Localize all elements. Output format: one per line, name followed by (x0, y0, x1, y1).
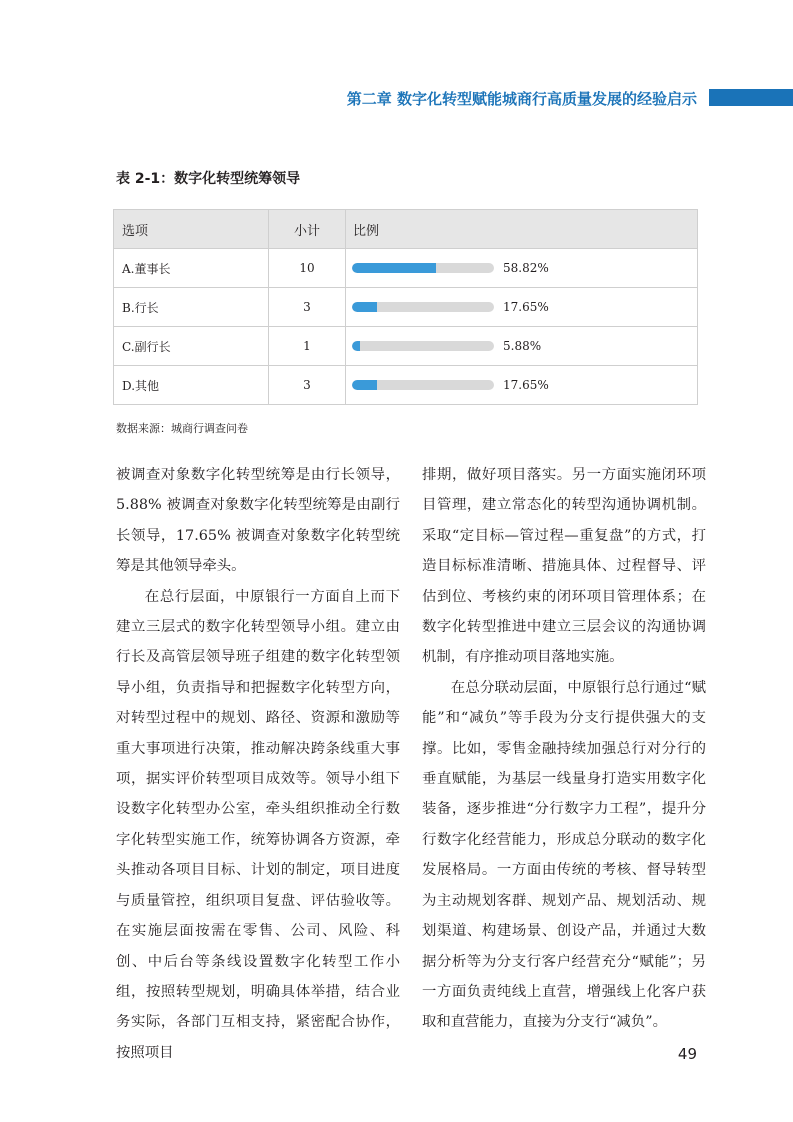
row-count: 10 (269, 249, 346, 288)
row-count: 3 (269, 288, 346, 327)
paragraph: 被调查对象数字化转型统筹是由行长领导，5.88% 被调查对象数字化转型统筹是由副行长领导，17.65% 被调查对象数字化转型统筹是其他领导牵头。 (116, 467, 400, 575)
paragraph: 在总行层面，中原银行一方面自上而下建立三层式的数字化转型领导小组。建立由行长及高管层领导班子组建的数字化转型领导小组，负责指导和把握数字化转型方向，对转型过程中的规划、路径、资源和激励等重大事项进行决策，推动解决跨条线重大事项，据实评价转型项目成效等。领导小组下设数字化转型办公室，牵头组织推动全行数字化转型实施工作，统筹协调各方资源，牵头推动各项目目标、计划的制定，项目进度与质量管控，组织项目复盘、评估验收等。在实施层面按需在零售、公司、风险、科创、中后台等条线设置数字化转型工作小组，按照转型规划，明确具体举措，结合业务实际，各部门互相支持，紧密配合协作，按照项目 (116, 588, 400, 1061)
data-source-note: 数据来源：城商行调查问卷 (116, 422, 248, 435)
page-number: 49 (677, 1045, 697, 1063)
header-ratio: 比例 (346, 210, 698, 249)
table-caption: 表 2-1：数字化转型统筹领导 (116, 171, 301, 187)
header-count: 小计 (269, 210, 346, 249)
row-option: C.副行长 (114, 327, 269, 366)
row-option: B.行长 (114, 288, 269, 327)
row-option: A.董事长 (114, 249, 269, 288)
table-row (114, 288, 698, 327)
ratio-bar-fill (352, 302, 377, 312)
paragraph: 排期，做好项目落实。另一方面实施闭环项目管理，建立常态化的转型沟通协调机制。采取“定目标—管过程—重复盘”的方式，打造目标标准清晰、措施具体、过程督导、评估到位、考核约束的闭环项目管理体系；在数字化转型推进中建立三层会议的沟通协调机制，有序推动项目落地实施。 (422, 467, 706, 666)
ratio-bar-track (352, 302, 494, 312)
row-ratio (346, 366, 698, 405)
row-ratio (346, 249, 698, 288)
table-header-row (114, 210, 698, 249)
ratio-bar-track (352, 341, 494, 351)
chapter-accent-bar (709, 89, 793, 106)
row-ratio (346, 327, 698, 366)
chapter-title: 第二章 数字化转型赋能城商行高质量发展的经验启示 (346, 90, 697, 108)
paragraph: 在总分联动层面，中原银行总行通过“赋能”和“减负”等手段为分支行提供强大的支撑。比如，零售金融持续加强总行对分行的垂直赋能，为基层一线量身打造实用数字化装备，逐步推进“分行数字力工程”，提升分行数字化经营能力，形成总分联动的数字化发展格局。一方面由传统的考核、督导转型为主动规划客群、规划产品、规划活动、规划渠道、构建场景、创设产品，并通过大数据分析等为分支行客户经营充分“赋能”；另一方面负责纯线上直营，增强线上化客户获取和直营能力，直接为分支行“减负”。 (422, 679, 706, 1031)
ratio-label: 17.65% (503, 300, 549, 314)
table-row (114, 249, 698, 288)
header-option: 选项 (114, 210, 269, 249)
ratio-bar-fill (352, 341, 360, 351)
ratio-label: 58.82% (503, 261, 549, 275)
row-count: 1 (269, 327, 346, 366)
ratio-bar-fill (352, 380, 377, 390)
table-row (114, 327, 698, 366)
survey-table (113, 209, 698, 405)
body-column-right (422, 460, 706, 1038)
row-option: D.其他 (114, 366, 269, 405)
body-column-left (116, 460, 400, 1068)
table-row (114, 366, 698, 405)
ratio-bar-track (352, 380, 494, 390)
ratio-label: 5.88% (503, 339, 542, 353)
ratio-bar-fill (352, 263, 436, 273)
row-count: 3 (269, 366, 346, 405)
ratio-bar-track (352, 263, 494, 273)
row-ratio (346, 288, 698, 327)
ratio-label: 17.65% (503, 378, 549, 392)
